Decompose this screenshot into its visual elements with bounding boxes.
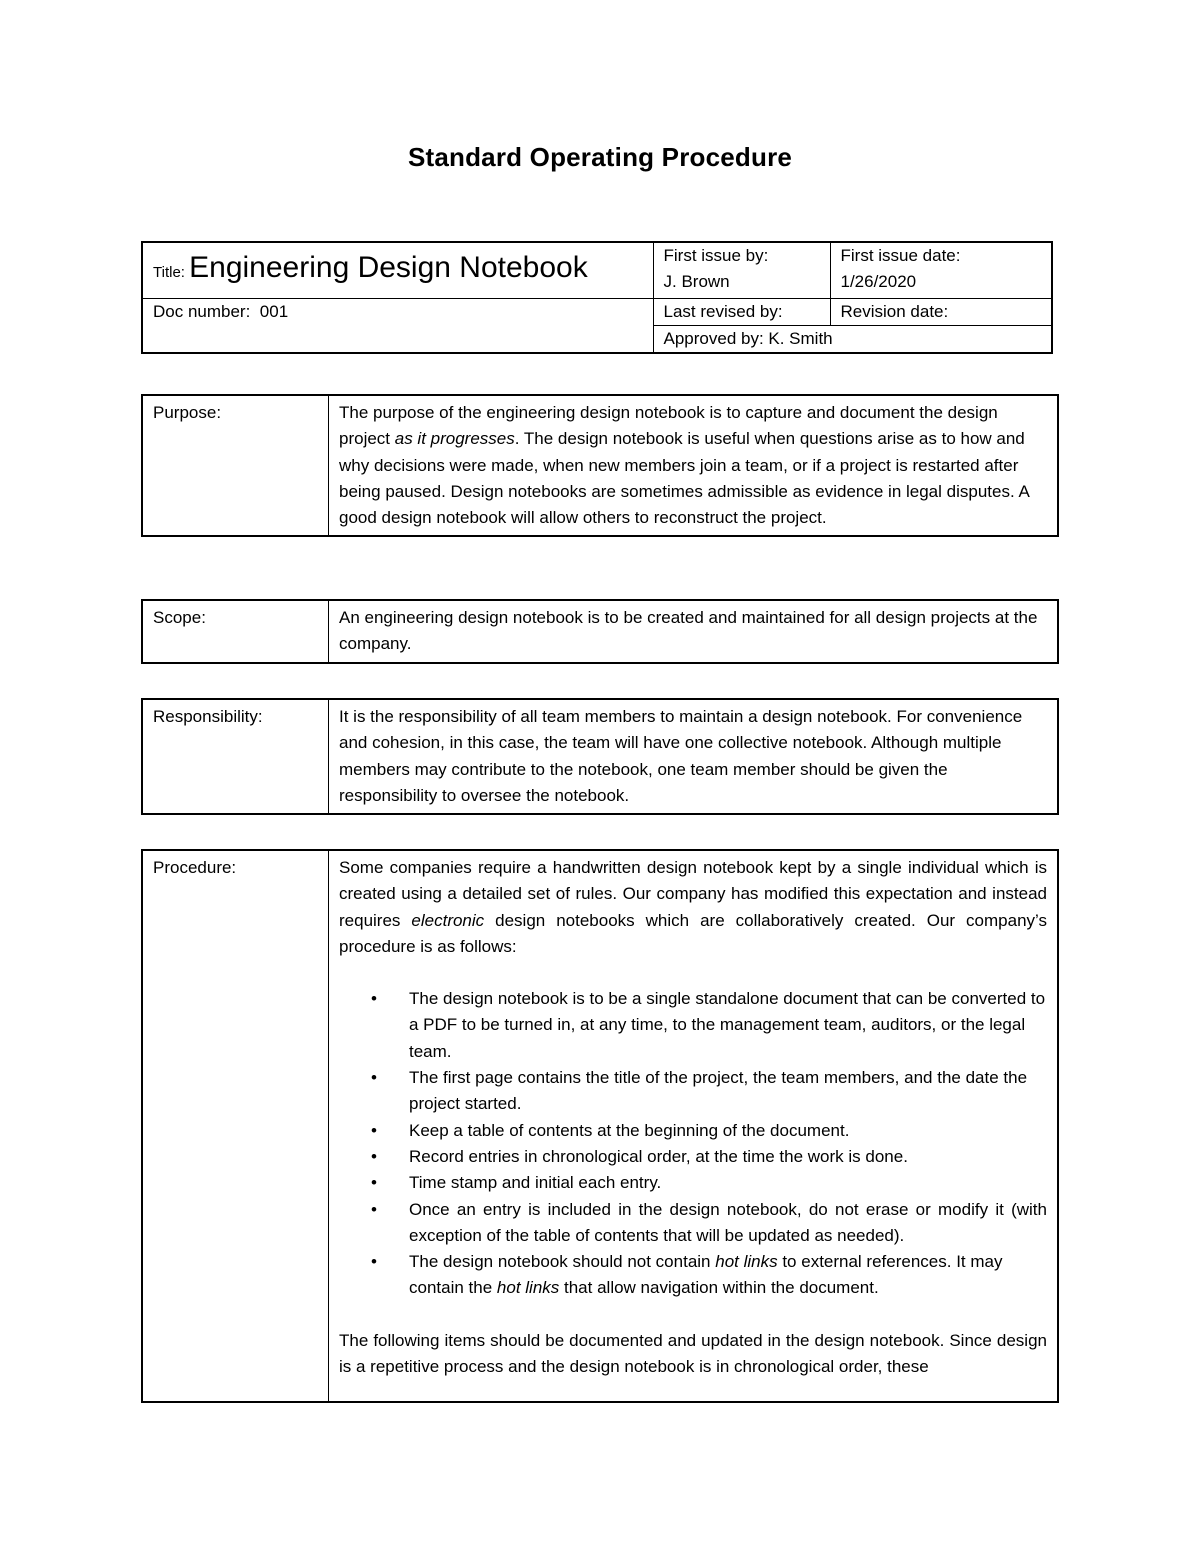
purpose-label: Purpose: [142,395,329,536]
title-cell [142,242,653,299]
list-item-part3: that allow navigation within the document. [559,1278,879,1298]
revision-date-label: Revision date: [840,302,949,321]
first-issue-by-value: J. Brown [663,272,730,291]
list-item [409,1249,1047,1302]
procedure-intro [339,855,1047,960]
list-item-part2: to external references. It may contain the [409,1252,1003,1298]
procedure-section [141,849,1059,1403]
doc-number-value: 001 [259,302,289,321]
scope-section [141,599,1059,664]
purpose-text-part1: The purpose of the engineering design notebook is to capture and document the design project [339,403,998,449]
responsibility-section [141,698,1059,815]
list-item: • Time stamp and initial each entry. [409,1170,1047,1196]
revision-date-cell [830,299,1052,326]
approved-by: Approved by: K. Smith [663,329,833,348]
responsibility-text: It is the responsibility of all team members to maintain a design notebook. For convenience and cohesion, in this case, the team will have one collective notebook. Although multiple members may contribute to the notebook, one team member should be given the responsibility to oversee the notebook. [329,699,1059,814]
approved-by-cell [653,326,1052,354]
procedure-intro-part1: Some companies require a handwritten design notebook kept by a single individual which is created using a detailed set of rules. Our company has modified this expectation and instead requires [339,858,1047,930]
last-revised-by-label: Last revised by: [663,302,783,321]
procedure-label: Procedure: [142,850,329,1402]
list-item-italic2: hot links [496,1278,560,1298]
procedure-body [329,850,1059,1402]
list-item: • The design notebook is to be a single standalone document that can be converted to a PDF to be turned in, at any time, to the management team, auditors, or the legal team. [409,986,1047,1065]
procedure-closing: The following items should be documented and updated in the design notebook. Since design is a repetitive process and the design notebook is in chronological order, these [339,1330,1047,1377]
list-item-italic1: hot links [715,1252,778,1272]
first-issue-date-value: 1/26/2020 [840,272,917,291]
responsibility-label: Responsibility: [142,699,329,814]
purpose-text [329,395,1059,536]
scope-label: Scope: [142,600,329,663]
header-row-1 [142,242,1052,299]
title-value: Engineering Design Notebook [189,251,588,284]
page-title: Standard Operating Procedure [407,142,793,172]
purpose-text-part2: . The design notebook is useful when questions arise as to how and why decisions were made, when new members join a team, or if a project is restarted after being paused. Design notebooks are sometimes admissible as evidence in legal disputes. A good design notebook will allow others to reconstruct the project. [339,429,1029,528]
scope-text: An engineering design notebook is to be created and maintained for all design projects at the company. [329,600,1059,663]
title-label: Title: [153,264,185,281]
first-issue-date-cell [830,242,1052,299]
header-row-2 [142,299,1052,326]
list-item: • The first page contains the title of the project, the team members, and the date the project started. [409,1065,1047,1118]
procedure-intro-italic: electronic [411,910,485,930]
list-item-part1: The design notebook should not contain [409,1252,716,1272]
procedure-list [339,986,1047,1302]
header-table [141,241,1053,354]
list-item: • Once an entry is included in the design notebook, do not erase or modify it (with exception of the table of contents that will be updated as needed). [409,1197,1047,1250]
purpose-text-italic: as it progresses [394,429,515,449]
purpose-section [141,394,1059,537]
first-issue-date-label: First issue date: [840,246,961,265]
doc-number-label: Doc number: [153,302,251,321]
list-item: • Keep a table of contents at the beginning of the document. [409,1118,1047,1144]
procedure-intro-part2: design notebooks which are collaboratively created. Our company’s procedure is as follows: [339,910,1047,956]
last-revised-by-cell [653,299,830,326]
doc-number-cell [142,299,653,354]
list-item: • Record entries in chronological order, at the time the work is done. [409,1144,1047,1170]
first-issue-by-label: First issue by: [663,246,769,265]
first-issue-by-cell [653,242,830,299]
